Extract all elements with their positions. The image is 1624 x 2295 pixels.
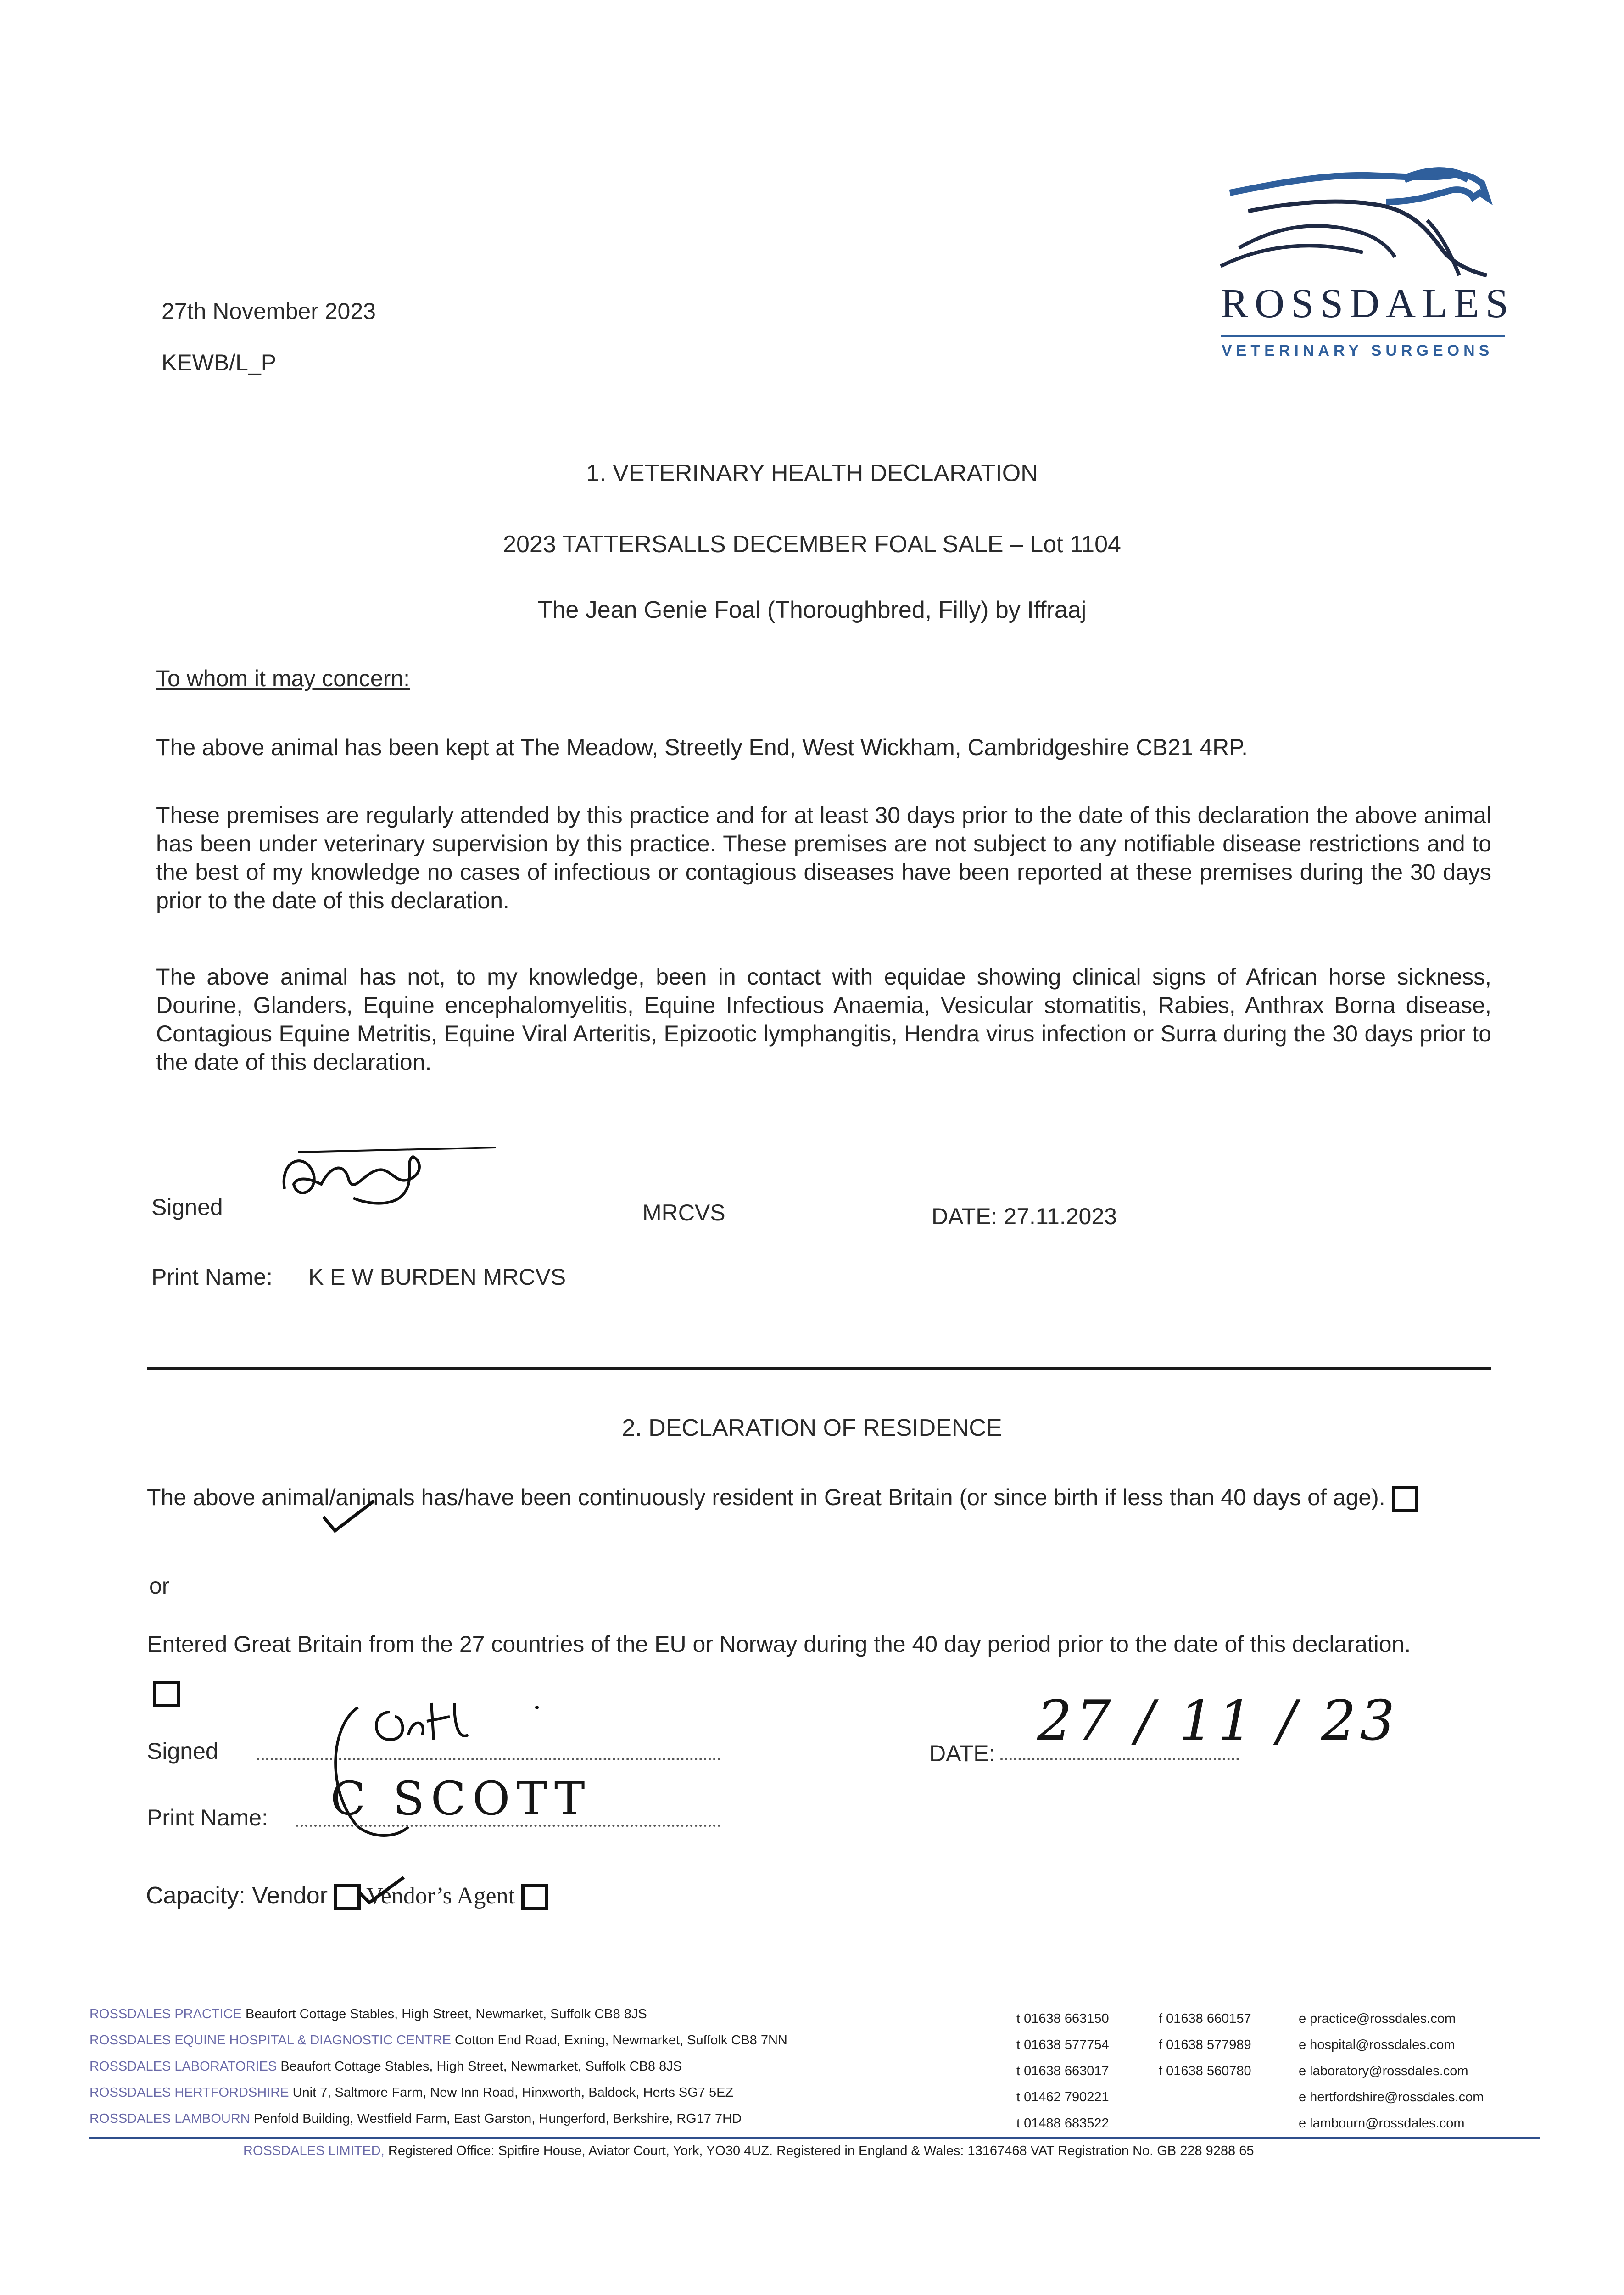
paragraph-supervision: These premises are regularly attended by this practice and for at least 30 days prior to the date of this declaration the above animal has been under veterinary supervision by this practice. These premises are not subject to any notifiable disease restrictions and to the best of my knowledge no cases of infectious or contagious diseases have been reported at these premises during the 30 days prior to the date of this declaration. <box>156 802 1491 913</box>
footer-emails: e practice@rossdales.com e hospital@rossdales.com e laboratory@rossdales.com e hertfordshire@rossdales.com e lambourn@rossdales.com <box>1299 2011 1484 2131</box>
salutation: To whom it may concern: <box>156 666 410 691</box>
footer-line-laboratories: ROSSDALES LABORATORIES Beaufort Cottage Stables, High Street, Newmarket, Suffolk CB8 8JS <box>89 2059 682 2074</box>
capacity-checkmark-icon <box>353 1873 408 1909</box>
sale-title: 2023 TATTERSALLS DECEMBER FOAL SALE – Lot 1104 <box>503 531 1121 558</box>
residence-option-1-text: The above animal/animals has/have been continuously resident in Great Britain (or since birth if less than 40 days of age). <box>147 1484 1385 1510</box>
paragraph-diseases: The above animal has not, to my knowledge, been in contact with equidae showing clinical signs of African horse sickness, Dourine, Glanders, Equine encephalomyelitis, Equine Infectious Anaemia, Vesicular stomatitis, Rabies, Anthrax Borna disease, Contagious Equine Metritis, Equine Viral Arteritis, Epizootic lymphangitis, Hendra virus infection or Surra during the 30 days prior to the date of this declaration. <box>156 964 1491 1075</box>
vendor-print-name-label: Print Name: <box>147 1805 268 1830</box>
vendor-date-handwritten: 27 / 11 / 23 <box>1037 1689 1399 1753</box>
logo-wordmark: ROSSDALES <box>1221 281 1515 326</box>
capacity-row <box>146 1877 548 1914</box>
footer-telephones: t 01638 663150 t 01638 577754 t 01638 663017 t 01462 790221 t 01488 683522 <box>1016 2011 1109 2131</box>
section2-title: 2. DECLARATION OF RESIDENCE <box>622 1415 1002 1441</box>
vendor-print-name-handwritten: C SCOTT <box>330 1772 592 1825</box>
vet-print-name-label: Print Name: <box>151 1264 273 1290</box>
footer-line-hertfordshire: ROSSDALES HERTFORDSHIRE Unit 7, Saltmore Farm, New Inn Road, Hinxworth, Baldock, Herts SG7 5EZ <box>89 2085 734 2100</box>
checkmark-icon <box>321 1499 376 1535</box>
footer-line-practice: ROSSDALES PRACTICE Beaufort Cottage Stables, High Street, Newmarket, Suffolk CB8 8JS <box>89 2007 647 2021</box>
vendor-signed-label: Signed <box>147 1738 218 1764</box>
section1-title: 1. VETERINARY HEALTH DECLARATION <box>586 460 1038 487</box>
logo-divider <box>1221 335 1505 337</box>
capacity-agent-checkbox[interactable] <box>521 1884 548 1910</box>
footer-divider <box>89 2137 1540 2139</box>
residence-option-2-text: Entered Great Britain from the 27 countries of the EU or Norway during the 40 day period prior to the date of this declaration. <box>147 1631 1411 1657</box>
mrcvs-label: MRCVS <box>642 1200 725 1226</box>
vet-signed-label: Signed <box>151 1194 223 1220</box>
section-divider <box>147 1367 1491 1370</box>
footer-addresses <box>89 2001 1099 2132</box>
footer-line-hospital: ROSSDALES EQUINE HOSPITAL & DIAGNOSTIC CENTRE Cotton End Road, Exning, Newmarket, Suffolk CB8 7NN <box>89 2033 787 2048</box>
footer-line-lambourn: ROSSDALES LAMBOURN Penfold Building, Westfield Farm, East Garston, Hungerford, Berkshire, RG17 7HD <box>89 2111 742 2126</box>
paragraph-location: The above animal has been kept at The Meadow, Streetly End, West Wickham, Cambridgeshire CB21 4RP. <box>156 734 1248 760</box>
letter-reference: KEWB/L_P <box>162 350 277 375</box>
logo-subtitle: VETERINARY SURGEONS <box>1222 342 1494 359</box>
vendor-date-label: DATE: <box>929 1741 995 1766</box>
letter-date: 27th November 2023 <box>162 298 376 324</box>
vet-signature <box>271 1134 500 1226</box>
vet-date: DATE: 27.11.2023 <box>932 1203 1117 1229</box>
capacity-vendor-label: Capacity: Vendor <box>146 1882 328 1909</box>
capacity-agent-label: Vendor’s Agent <box>366 1883 515 1909</box>
or-label: or <box>149 1573 170 1599</box>
residence-option-1-checkbox[interactable] <box>1392 1486 1418 1512</box>
vet-print-name: K E W BURDEN MRCVS <box>308 1264 566 1290</box>
horse-logo-icon <box>1211 165 1505 285</box>
company-logo <box>1211 165 1515 381</box>
residence-option-2-checkbox[interactable] <box>153 1681 180 1707</box>
footer-registration: ROSSDALES LIMITED, Registered Office: Spitfire House, Aviator Court, York, YO30 4UZ. Registered in England & Wales: 13167468 VAT Registration No. GB 228 9288 65 <box>243 2144 1254 2158</box>
footer-faxes: f 01638 660157 f 01638 577989 f 01638 560780 <box>1159 2011 1251 2078</box>
animal-title: The Jean Genie Foal (Thoroughbred, Filly) by Iffraaj <box>537 597 1087 623</box>
vendor-date-line <box>1000 1758 1239 1760</box>
